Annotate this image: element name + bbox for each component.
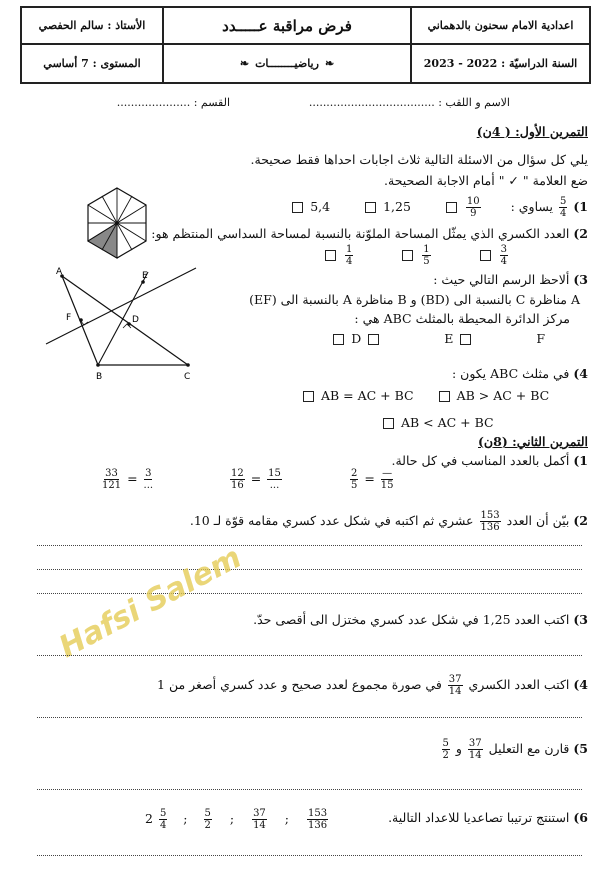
question-text: ألاحظ الرسم التالي حيث : bbox=[433, 272, 570, 287]
question-number: 4) bbox=[573, 677, 588, 692]
option-text: AB = AC + BC bbox=[320, 388, 414, 403]
checkbox[interactable] bbox=[383, 418, 394, 429]
grade-level: المستوى : 7 أساسي bbox=[43, 57, 141, 70]
question-text: قارن مع التعليل bbox=[488, 741, 570, 756]
exercise2-title: التمرين الثاني: (8ن) bbox=[478, 434, 588, 449]
question-text: أكمل بالعدد المناسب في كل حالة. bbox=[391, 453, 570, 468]
ex2-question6 bbox=[388, 810, 588, 825]
ex2-question1 bbox=[391, 453, 588, 468]
subject-label: رياضيــــــــات bbox=[255, 57, 319, 70]
ex1-q2-options bbox=[322, 244, 510, 267]
hexagon-figure bbox=[86, 186, 148, 260]
ex1-q3-options bbox=[330, 331, 545, 346]
question-text: يساوي : bbox=[510, 199, 554, 214]
exercise1-intro: يلي كل سؤال من الاسئلة التالية ثلاث اجابات احداها فقط صحيحة. bbox=[250, 152, 588, 167]
option-text: F bbox=[536, 331, 545, 346]
answer-line[interactable] bbox=[37, 789, 582, 790]
answer-line[interactable] bbox=[37, 593, 582, 594]
number: 2 bbox=[145, 811, 153, 826]
subject bbox=[162, 45, 410, 82]
exercise1-instruction: ضع العلامة " ✓ " أمام الاجابة الصحيحة. bbox=[384, 173, 588, 188]
ex1-q3-line2: مركز الدائرة المحيطة بالمثلث ABC هي : bbox=[354, 311, 570, 326]
fraction: $\frac{5}{4}$ bbox=[159, 808, 167, 831]
ex2-question4 bbox=[157, 674, 588, 697]
ex1-question2 bbox=[151, 226, 588, 241]
question-number: 6) bbox=[573, 810, 588, 825]
ex2-equation-3: $\frac{33}{121}$ = $\frac{3}{...}$ bbox=[102, 468, 154, 491]
question-text: في مثلث ABC يكون : bbox=[451, 366, 570, 381]
triangle-figure bbox=[44, 262, 204, 392]
ex2-question3 bbox=[253, 612, 588, 627]
ex1-q4-options-row1 bbox=[300, 388, 549, 403]
exam-title: فرض مراقبة عـــــدد bbox=[162, 8, 410, 45]
checkbox[interactable] bbox=[446, 202, 457, 213]
checkbox[interactable] bbox=[439, 391, 450, 402]
fraction: $\frac{5}{2}$ bbox=[204, 808, 211, 831]
fraction: $\frac{5}{4}$ bbox=[560, 196, 567, 219]
option-text: 1,25 bbox=[383, 199, 411, 214]
option-fraction: $\frac{1}{5}$ bbox=[423, 244, 430, 267]
ex1-q3-line1: A مناظرة C بالنسبة الى (BD) و B مناظرة A بالنسبة الى (EF) bbox=[249, 292, 580, 307]
question-text: اكتب العدد 1,25 في شكل عدد كسري مختزل الى أقصى حدّ. bbox=[253, 612, 570, 627]
watermark: Hafsi Salem bbox=[53, 539, 248, 666]
school-year: السنة الدراسيّة : 2022 - 2023 bbox=[410, 45, 589, 82]
class-field[interactable]: القسم : ..................... bbox=[116, 96, 230, 109]
ex1-question3 bbox=[433, 272, 588, 287]
option-text: AB > AC + BC bbox=[456, 388, 550, 403]
label-C: C bbox=[184, 372, 191, 382]
fraction: $\frac{37}{14}$ bbox=[448, 674, 462, 697]
fraction: $\frac{153}{136}$ bbox=[480, 510, 500, 533]
answer-line[interactable] bbox=[37, 545, 582, 546]
ex2-question5 bbox=[440, 738, 588, 761]
label-E: E bbox=[142, 271, 148, 281]
question-text: اكتب العدد الكسري bbox=[468, 677, 570, 692]
ex2-equation-2: $\frac{12}{16}$ = $\frac{15}{...}$ bbox=[231, 468, 281, 491]
ex1-question1 bbox=[289, 196, 588, 219]
checkbox[interactable] bbox=[333, 334, 344, 345]
checkbox[interactable] bbox=[480, 250, 491, 261]
label-A: A bbox=[56, 267, 63, 277]
name-field[interactable]: الاسم و اللقب : .................................... bbox=[308, 96, 510, 109]
option-text: E bbox=[444, 331, 454, 346]
leaf-icon: ❧ bbox=[239, 57, 250, 70]
option-fraction: $\frac{3}{4}$ bbox=[500, 244, 507, 267]
option-fraction: $\frac{1}{4}$ bbox=[345, 244, 353, 267]
fraction: $\frac{153}{136}$ bbox=[307, 808, 328, 831]
question-number: 5) bbox=[573, 741, 588, 756]
school-name: اعدادية الامام سحنون بالدهماني bbox=[410, 8, 589, 45]
label-F: F bbox=[66, 313, 72, 323]
fraction: $\frac{5}{2}$ bbox=[442, 738, 449, 761]
answer-line[interactable] bbox=[37, 855, 582, 856]
fraction: $\frac{37}{14}$ bbox=[468, 738, 482, 761]
ex2-q6-numbers: 2 $\frac{5}{4}$ ; $\frac{5}{2}$ ; $\frac{37}{14}$ ; $\frac{153}{136}$ bbox=[145, 808, 328, 831]
answer-line[interactable] bbox=[37, 569, 582, 570]
checkbox[interactable] bbox=[368, 334, 379, 345]
checkbox[interactable] bbox=[303, 391, 314, 402]
question-number: 1) bbox=[573, 453, 588, 468]
fraction: $\frac{37}{14}$ bbox=[253, 808, 266, 831]
exercise1-title: التمرين الأول: ( 4ن) bbox=[476, 124, 588, 139]
header-box bbox=[20, 6, 591, 84]
question-text: عشري ثم اكتبه في شكل عدد كسري مقامه قوّة لـ 10. bbox=[189, 513, 474, 528]
ex1-question4 bbox=[452, 366, 588, 381]
checkbox[interactable] bbox=[365, 202, 376, 213]
answer-line[interactable] bbox=[37, 717, 582, 718]
question-text: العدد الكسري الذي يمثّل المساحة الملوّنة بالنسبة لمساحة السداسي المنتظم هو: bbox=[151, 226, 570, 241]
option-text: D bbox=[351, 331, 362, 346]
question-number: 2) bbox=[573, 513, 588, 528]
label-D: D bbox=[132, 315, 139, 325]
label-B: B bbox=[96, 372, 103, 382]
ex2-question2 bbox=[190, 510, 588, 533]
question-text: استنتج ترتيبا تصاعديا للاعداد التالية. bbox=[388, 810, 570, 825]
checkbox[interactable] bbox=[402, 250, 413, 261]
checkbox[interactable] bbox=[292, 202, 303, 213]
option-text: 5,4 bbox=[310, 199, 331, 214]
question-number: 3) bbox=[573, 272, 588, 287]
checkbox[interactable] bbox=[460, 334, 471, 345]
checkbox[interactable] bbox=[325, 250, 336, 261]
answer-line[interactable] bbox=[37, 655, 582, 656]
ex2-equation-1: $\frac{2}{5}$ = $\frac{—}{15}$ bbox=[351, 468, 394, 491]
question-number: 4) bbox=[573, 366, 588, 381]
option-text: AB < AC + BC bbox=[400, 415, 494, 430]
leaf-icon: ❧ bbox=[324, 57, 335, 70]
question-text: في صورة مجموع لعدد صحيح و عدد كسري أصغر من 1 bbox=[157, 677, 442, 692]
question-number: 1) bbox=[573, 199, 588, 214]
teacher-name: الأستاذ : سالم الحفصي bbox=[22, 8, 162, 45]
conjunction: و bbox=[455, 741, 462, 756]
option-fraction: $\frac{10}{9}$ bbox=[466, 196, 480, 219]
ex1-q4-options-row2 bbox=[380, 415, 494, 430]
question-text: بيّن أن العدد bbox=[506, 513, 570, 528]
question-number: 3) bbox=[573, 612, 588, 627]
question-number: 2) bbox=[573, 226, 588, 241]
